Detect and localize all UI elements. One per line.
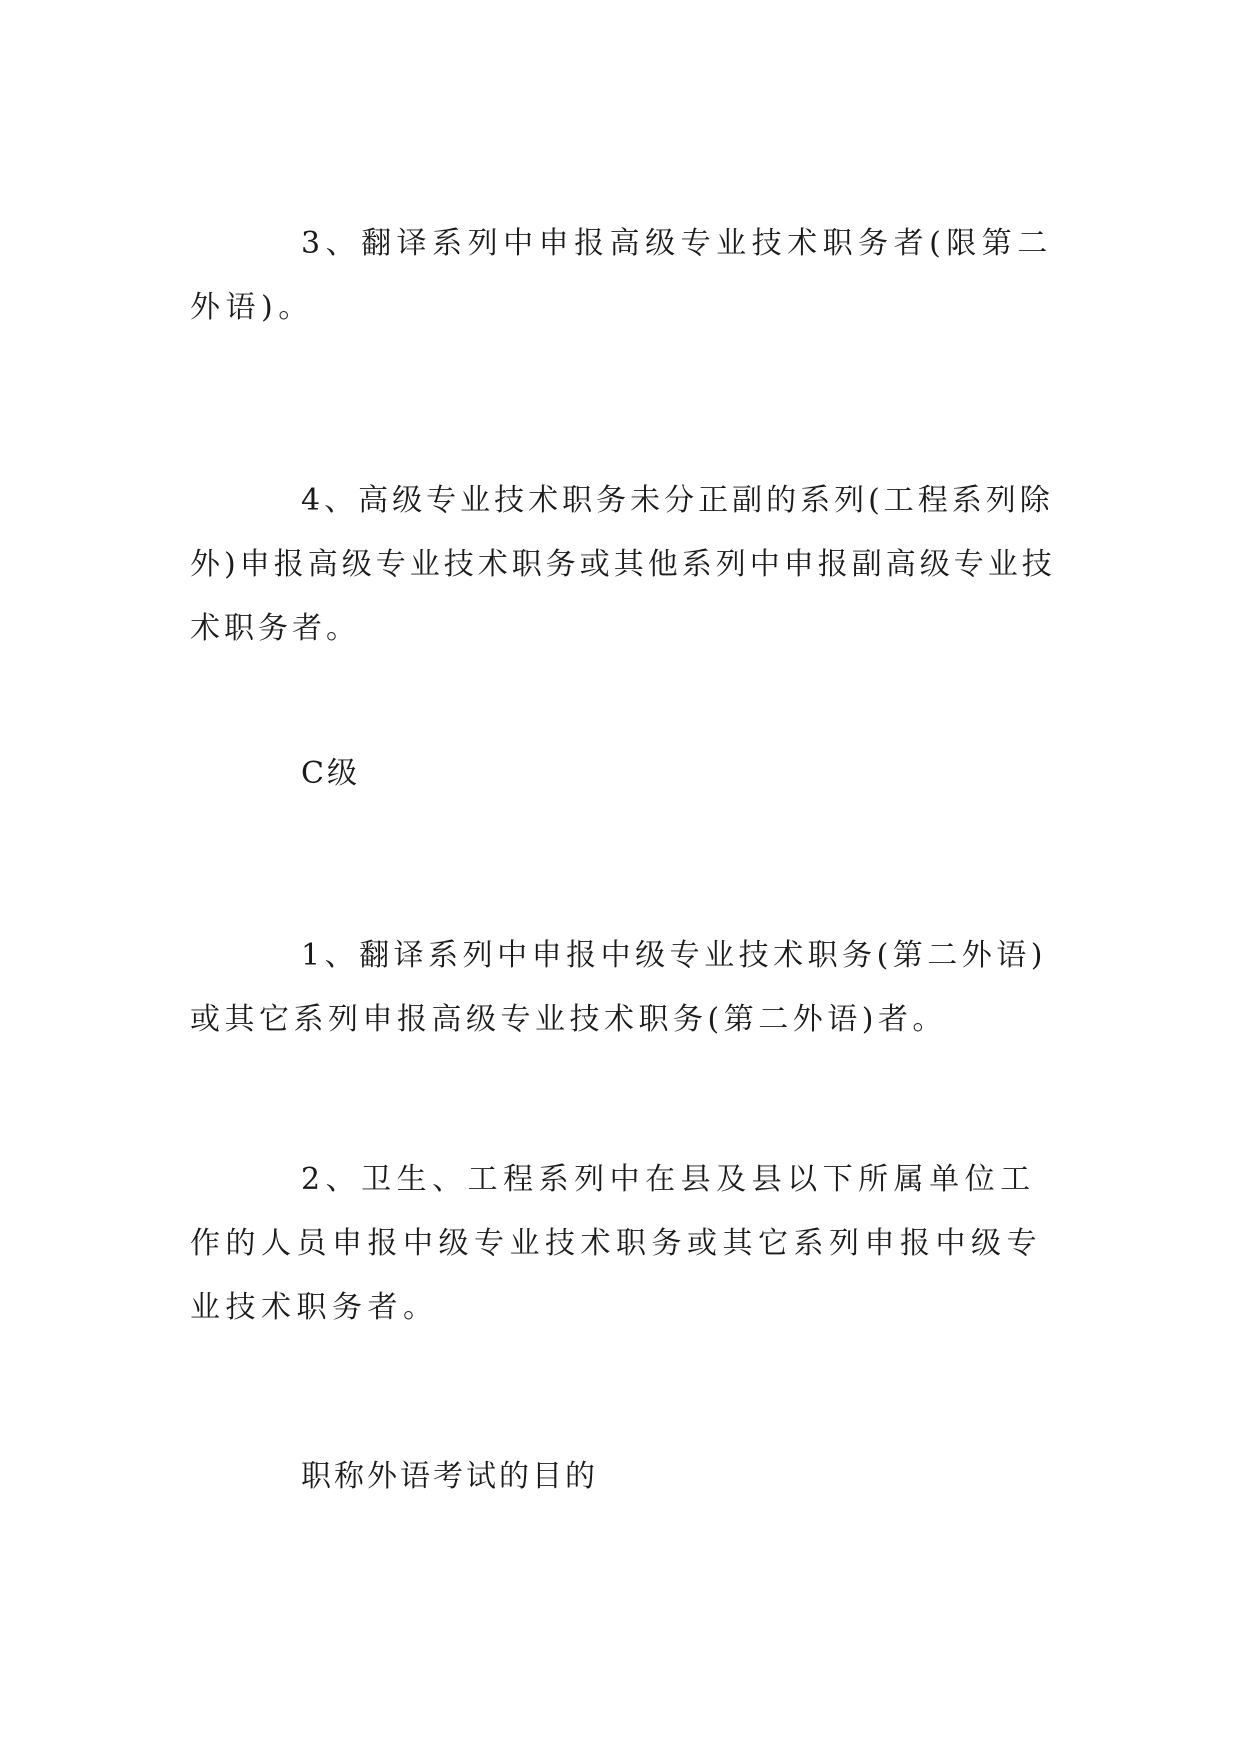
- paragraph-item-1-translation-intermediate: 1、翻译系列中申报中级专业技术职务(第二外语)或其它系列申报高级专业技术职务(第二外语)者。: [190, 938, 1047, 1037]
- section-heading-exam-purpose: 职称外语考试的目的: [301, 1459, 598, 1494]
- paragraph-item-3-translation-senior: 3、翻译系列中申报高级专业技术职务者(限第二外语)。: [190, 226, 1053, 325]
- paragraph-item-4-senior-undivided: 4、高级专业技术职务未分正副的系列(工程系列除外)申报高级专业技术职务或其他系列中申报副高级专业技术职务者。: [190, 483, 1056, 646]
- section-heading-level-c: C级: [301, 756, 360, 791]
- paragraph-item-2-health-engineering: 2、卫生、工程系列中在县及县以下所属单位工作的人员申报中级专业技术职务或其它系列申报中级专业技术职务者。: [190, 1162, 1042, 1325]
